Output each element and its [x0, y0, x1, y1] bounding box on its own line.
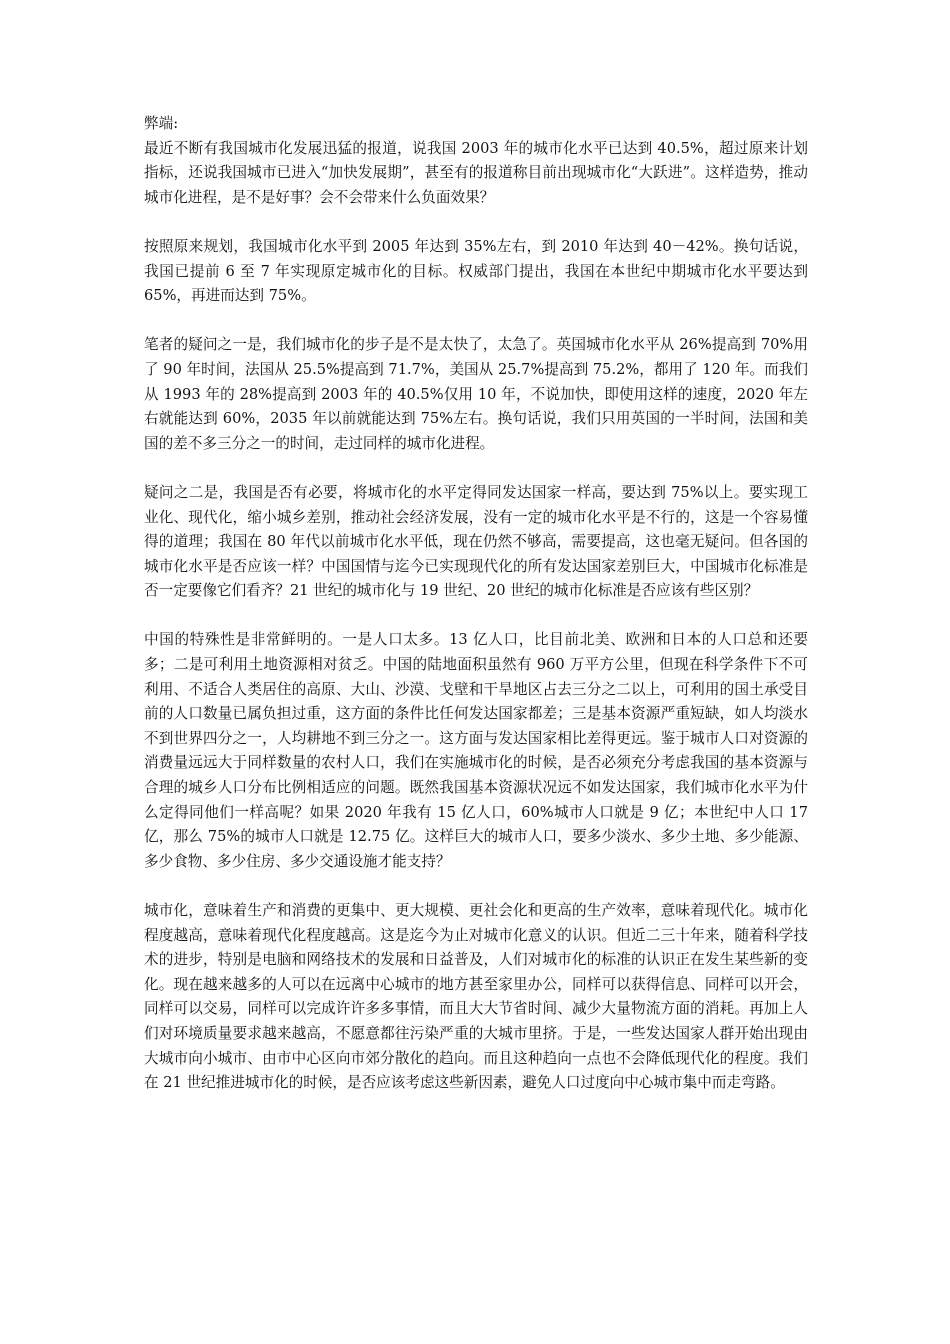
paragraph-original-plan: 按照原来规划，我国城市化水平到 2005 年达到 35%左右，到 2010 年达到 40－42%。换句话说，我国已提前 6 至 7 年实现原定城市化的目标。权威部门提出，我国在本世纪中期城市化水平要达到 65%，再进而达到 75%。	[144, 237, 808, 305]
paragraph-urbanization-meaning: 城市化，意味着生产和消费的更集中、更大规模、更社会化和更高的生产效率，意味着现代化。城市化程度越高，意味着现代化程度越高。这是迄今为止对城市化意义的认识。但近二三十年来，随着科学技术的进步，特别是电脑和网络技术的发展和日益普及，人们对城市化的标准的认识正在发生某些新的变化。现在越来越多的人可以在远离中心城市的地方甚至家里办公，同样可以获得信息、同样可以开会，同样可以交易，同样可以完成许许多多事情，而且大大节省时间、减少大量物流方面的消耗。再加上人们对环境质量要求越来越高，不愿意都往污染严重的大城市里挤。于是，一些发达国家人群开始出现由大城市向小城市、由市中心区向市郊分散化的趋向。而且这种趋向一点也不会降低现代化的程度。我们在 21 世纪推进城市化的时候，是否应该考虑这些新因素，避免人口过度向中心城市集中而走弯路。	[144, 902, 808, 1092]
paragraph-china-specifics: 中国的特殊性是非常鲜明的。一是人口太多。13 亿人口，比目前北美、欧洲和日本的人口总和还要多；二是可利用土地资源相对贫乏。中国的陆地面积虽然有 960 万平方公里，但现在科学条件下不可利用、不适合人类居住的高原、大山、沙漠、戈壁和干旱地区占去三分之二以上，可利用的国土承受目前的人口数量已属负担过重，这方面的条件比任何发达国家都差；三是基本资源严重短缺，如人均淡水不到世界四分之一，人均耕地不到三分之一。这方面与发达国家相比差得更远。鉴于城市人口对资源的消费量远远大于同样数量的农村人口，我们在实施城市化的时候，是否必须充分考虑我国的基本资源与合理的城乡人口分布比例相适应的问题。既然我国基本资源状况远不如发达国家，我们城市化水平为什么定得同他们一样高呢？如果 2020 年我有 15 亿人口，60%城市人口就是 9 亿；本世纪中人口 17 亿，那么 75%的城市人口就是 12.75 亿。这样巨大的城市人口，要多少淡水、多少土地、多少能源、多少食物、多少住房、多少交通设施才能支持？	[144, 631, 808, 870]
section-heading: 弊端:	[144, 115, 179, 132]
paragraph-intro: 最近不断有我国城市化发展迅猛的报道，说我国 2003 年的城市化水平已达到 40.5%，超过原来计划指标，还说我国城市已进入“加快发展期”，甚至有的报道称目前出现城市化“大跃进”。这样造势，推动城市化进程，是不是好事？会不会带来什么负面效果？	[144, 139, 808, 206]
paragraph-question-two: 疑问之二是，我国是否有必要，将城市化的水平定得同发达国家一样高，要达到 75%以上。要实现工业化、现代化，缩小城乡差别，推动社会经济发展，没有一定的城市化水平是不行的，这是一个容易懂得的道理；我国在 80 年代以前城市化水平低，现在仍然不够高，需要提高，这也毫无疑问。但各国的城市化水平是否应该一样？中国国情与迄今已实现现代化的所有发达国家差别巨大，中国城市化标准是否一定要像它们看齐？21 世纪的城市化与 19 世纪、20 世纪的城市化标准是否应该有些区别？	[144, 483, 808, 600]
document-page	[144, 112, 808, 1096]
paragraph-question-one: 笔者的疑问之一是，我们城市化的步子是不是太快了，太急了。英国城市化水平从 26%提高到 70%用了 90 年时间，法国从 25.5%提高到 71.7%，美国从 25.7%提高到 75.2%，都用了 120 年。而我们从 1993 年的 28%提高到 2003 年的 40.5%仅用 10 年，不说加快，即使用这样的速度，2020 年左右就能达到 60%，2035 年以前就能达到 75%左右。换句话说，我们只用英国的一半时间，法国和美国的差不多三分之一的时间，走过同样的城市化进程。	[144, 336, 808, 452]
